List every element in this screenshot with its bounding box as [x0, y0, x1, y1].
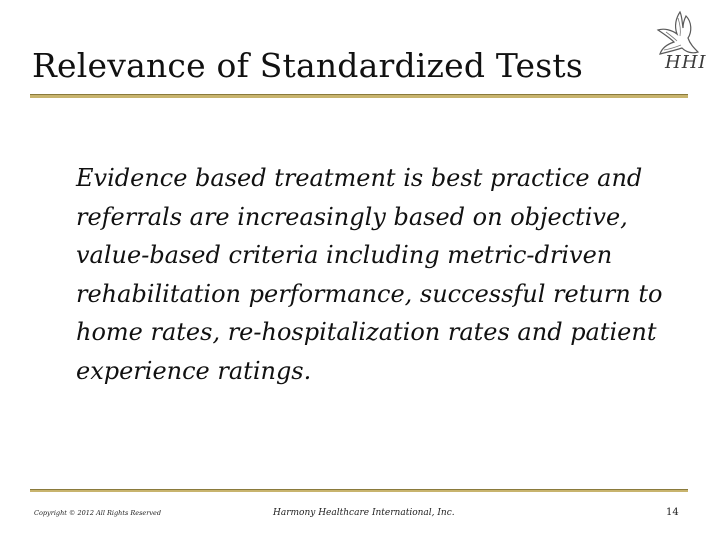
logo-lettering: HHI	[665, 52, 707, 73]
footer-divider	[30, 489, 688, 492]
title-divider	[30, 94, 688, 98]
body-paragraph: Evidence based treatment is best practice and referrals are increasingly based on objective, value-based criteria including metric-driven rehabilitation performance, successful return to home rates, re-hospitalization rates and patient experience ratings.	[76, 164, 663, 385]
dove-logo-icon	[650, 8, 708, 90]
page-number: 14	[666, 507, 679, 518]
slide-title: Relevance of Standardized Tests	[32, 46, 583, 85]
footer-copyright: Copyright © 2012 All Rights Reserved	[34, 509, 162, 517]
footer-company: Harmony Healthcare International, Inc.	[273, 508, 455, 518]
